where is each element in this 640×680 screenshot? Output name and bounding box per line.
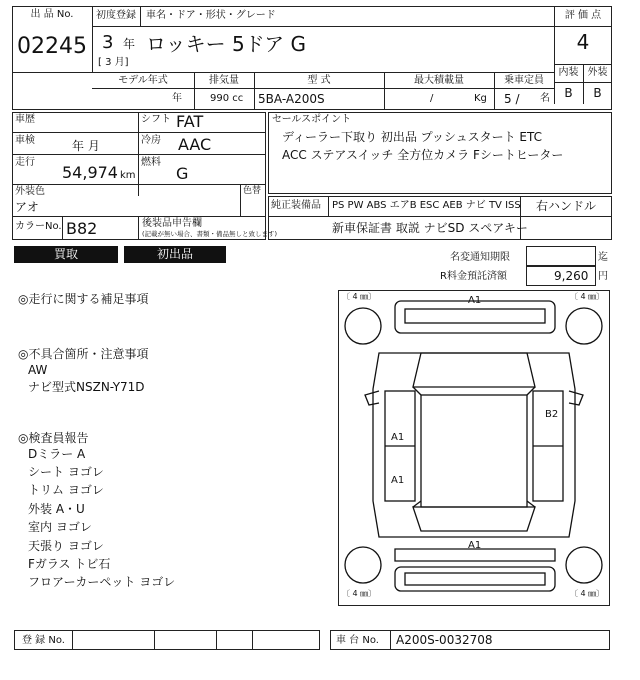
inspector-item: 外装 A・U [28,502,85,516]
max-load-label: 最大積載量 [414,75,464,86]
tire-depth-rear-left: 〔 4 ㎜〕 [342,589,377,598]
inspector-report-title: ◎検査員報告 [18,431,89,445]
chassis-no: A200S-0032708 [396,633,493,647]
max-load: / [430,93,434,104]
inspector-item: 室内 ヨゴレ [28,520,92,534]
lot-no-label: 出 品 No. [30,9,74,20]
exterior-label: 外装 [587,67,608,78]
model-year-unit: 年 [172,93,182,104]
exterior-color-label: 外装色 [15,186,45,197]
fuel-value: G [176,164,189,183]
damage-mark-front: A1 [468,295,482,306]
damage-mark-right: B2 [545,409,559,420]
steering-position: 右ハンドル [536,199,597,213]
car-name: ロッキー 5ドア G [146,32,306,56]
tire-depth-rear-right: 〔 4 ㎜〕 [570,589,605,598]
lot-number: 02245 [17,34,87,59]
tire-front-right [566,308,602,344]
inspection-label: 車検 [15,135,35,146]
exterior-grade: B [593,86,602,100]
car-body-diagram [339,291,609,605]
inspector-item: 天張り ヨゴレ [28,539,104,553]
color-no-label: カラーNo. [15,221,62,232]
recycle-label: R料金預託済額 [440,271,507,282]
model-code: 5BA-A200S [258,92,325,106]
color-no: B82 [66,219,98,238]
tire-depth-front-left: 〔 4 ㎜〕 [342,292,377,301]
history-label: 車歴 [15,114,35,125]
defects-title: ◎不具合箇所・注意事項 [18,347,149,361]
displacement-label: 排気量 [209,75,239,86]
tire-depth-front-right: 〔 4 ㎜〕 [570,292,605,301]
equipment-list: PS PW ABS エアB ESC AEB ナビ TV ISS [332,200,521,211]
defect-item: ナビ型式NSZN-Y71D [28,380,145,394]
car-body-outline [373,353,575,537]
driving-notes-title: ◎走行に関する補足事項 [18,292,149,306]
mileage-value: 54,974 [62,163,118,182]
registration-no-label: 登 録 No. [22,635,65,646]
damage-mark-rear: A1 [468,540,482,551]
color-change-label: 色替 [243,186,262,196]
capacity-label: 乗車定員 [504,75,544,86]
displacement: 990 cc [210,93,244,104]
mileage-label: 走行 [15,157,35,168]
inspector-item: シート ヨゴレ [28,465,104,479]
max-load-unit: Kg [474,93,487,104]
chassis-no-label: 車 台 No. [336,635,379,646]
shift-label: シフト [141,114,171,125]
rear-bumper [395,567,555,591]
interior-grade: B [564,86,573,100]
fuel-label: 燃料 [141,157,161,168]
capacity: 5 / [504,92,520,106]
interior-label: 内装 [558,67,579,78]
ac-label: 冷房 [141,135,161,146]
recycle-amount: 9,260 [554,269,589,283]
sales-point-line1: ディーラー下取り 初出品 プッシュスタート ETC [282,130,542,144]
genuine-equipment-label: 純正装備品 [271,200,321,211]
ac-value: AAC [178,135,212,154]
damage-mark-left-front: A1 [391,432,405,443]
inspector-item: Fガラス トビ石 [28,557,111,571]
damage-mark-left-rear: A1 [391,475,405,486]
first-registration-label: 初度登録 [96,10,136,21]
grade-label: 評 価 点 [564,10,602,21]
model-year-label: モデル年式 [118,75,168,86]
tire-front-left [345,308,381,344]
inspection-diagram-frame [338,290,610,606]
tire-rear-right [566,547,602,583]
roof-panel [421,395,527,507]
registration-year: 3 [102,32,114,53]
shift-value: FAT [176,112,204,131]
purchase-badge: 買取 [14,246,118,263]
model-label: 型 式 [307,75,331,86]
warranty-items: 新車保証書 取説 ナビSD スペアキー [332,221,528,235]
defect-item: AW [28,363,48,377]
first-listing-badge: 初出品 [124,246,226,263]
inspector-item: フロアーカーペット ヨゴレ [28,575,176,589]
name-change-unit: 迄 [598,252,608,263]
year-unit: 年 [123,37,136,51]
inspector-item: トリム ヨゴレ [28,483,104,497]
tire-rear-left [345,547,381,583]
car-name-label: 車名・ドア・形状・グレード [146,10,276,21]
aftermarket-label: 後装品申告欄 [142,218,202,229]
exterior-color: アオ [15,200,39,214]
aftermarket-note: (記載が無い場合、書類・備品無しと致します) [142,230,278,238]
overall-score: 4 [576,30,590,54]
sales-point-label: セールスポイント [272,114,352,125]
sales-point-line2: ACC ステアスイッチ 全方位カメラ Fシートヒーター [282,148,564,162]
inspection-value: 年 月 [72,139,100,153]
recycle-unit: 円 [598,271,608,282]
name-change-label: 名変通知期限 [450,252,510,263]
inspector-item: Dミラー A [28,447,86,461]
capacity-unit: 名 [540,93,550,104]
name-change-box [526,246,596,266]
mileage-unit: km [120,170,136,181]
registration-month: [ 3 月] [98,57,129,68]
